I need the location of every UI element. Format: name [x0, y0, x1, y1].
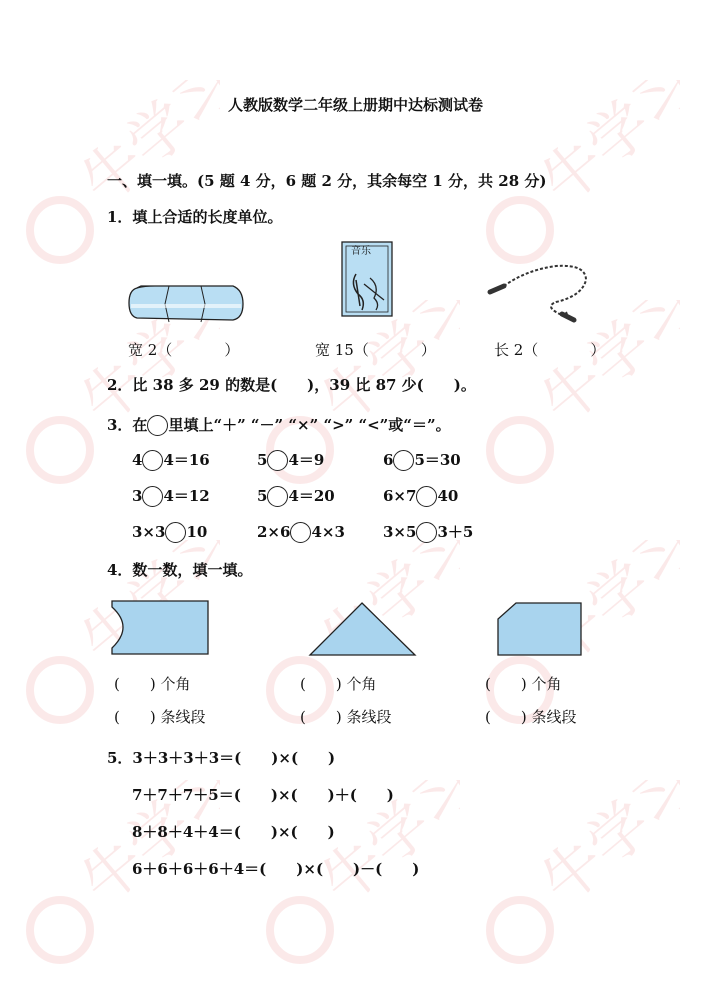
shape-notched-rectangle: [110, 599, 212, 657]
answer-circle[interactable]: [416, 522, 437, 543]
q3-right: 4＝16: [163, 451, 210, 469]
q5-line: 8＋8＋4＋4＝( )×( ): [132, 823, 335, 841]
book-prefix: 宽 15（: [315, 341, 369, 359]
book-cover-text: 音乐: [351, 246, 371, 257]
answer-circle[interactable]: [290, 522, 311, 543]
q3-left: 6: [383, 451, 394, 469]
svg-text:牛学习: 牛学习: [308, 300, 460, 439]
shape-triangle: [308, 601, 418, 657]
svg-text:牛学习: 牛学习: [528, 80, 680, 219]
answer-circle[interactable]: [142, 450, 163, 471]
eraser-suffix: ）: [224, 341, 240, 359]
segment-count: ( ) 条线段: [485, 708, 577, 726]
q3-right: 5＝30: [414, 451, 461, 469]
q3-right: 4＝9: [288, 451, 325, 469]
answer-rope: [494, 340, 605, 360]
book-suffix: ）: [420, 341, 436, 359]
rope-prefix: 长 2（: [494, 341, 539, 359]
section-heading: 一、填一填。(5 题 4 分，6 题 2 分，其余每空 1 分，共 28 分): [107, 172, 547, 190]
q3-right: 4＝12: [163, 487, 210, 505]
q3-left: 2×6: [257, 523, 291, 541]
angle-count: ( ) 个角: [300, 675, 377, 693]
q3-left: 5: [257, 451, 268, 469]
q3-left: 5: [257, 487, 268, 505]
shape-cut-corner-rectangle: [496, 601, 584, 657]
watermark-logo: [260, 780, 460, 984]
segment-count: ( ) 条线段: [114, 708, 206, 726]
q3-right: 40: [437, 487, 459, 505]
angle-count: ( ) 个角: [114, 675, 191, 693]
svg-text:牛学习: 牛学习: [308, 540, 460, 679]
svg-text:牛学习: 牛学习: [528, 780, 680, 919]
watermark-logo: [20, 780, 220, 984]
q3-right: 10: [186, 523, 208, 541]
q3-prefix: 3．在: [107, 416, 148, 434]
q5-line: 6＋6＋6＋6＋4＝( )×( )－( ): [132, 860, 420, 878]
q3-item: [257, 486, 335, 507]
q3-item: [383, 486, 458, 507]
q3-left: 3: [132, 487, 143, 505]
question-1-label: 1．填上合适的长度单位。: [107, 208, 283, 226]
q3-item: [383, 522, 473, 543]
q3-left: 3×3: [132, 523, 166, 541]
eraser-image: [125, 280, 247, 326]
svg-text:牛学习: 牛学习: [528, 540, 680, 679]
q3-suffix: 里填上“＋” “－” “×” “>” “<”或“＝”。: [168, 416, 451, 434]
q3-item: [132, 522, 207, 543]
q3-left: 6×7: [383, 487, 417, 505]
rope-suffix: ）: [590, 341, 606, 359]
symbol-circle: [147, 415, 168, 436]
watermark-logo: [20, 300, 220, 504]
svg-text:牛学习: 牛学习: [68, 300, 220, 439]
q3-right: 4＝20: [288, 487, 335, 505]
segment-count: ( ) 条线段: [300, 708, 392, 726]
watermark-logo: [260, 300, 460, 504]
jump-rope-image: [486, 262, 594, 324]
q5-line: 7＋7＋7＋5＝( )×( )＋( ): [132, 786, 394, 804]
answer-circle[interactable]: [416, 486, 437, 507]
q3-item: [132, 450, 210, 471]
q3-item: [132, 486, 210, 507]
q3-left: 3×5: [383, 523, 417, 541]
q3-item: [257, 450, 324, 471]
question-3-label: [107, 415, 451, 436]
answer-circle[interactable]: [393, 450, 414, 471]
watermark-logo: [480, 780, 680, 984]
question-2: 2．比 38 多 29 的数是( )，39 比 87 少( )。: [107, 376, 476, 394]
answer-circle[interactable]: [267, 486, 288, 507]
q3-left: 4: [132, 451, 143, 469]
answer-circle[interactable]: [142, 486, 163, 507]
q3-right: 3＋5: [437, 523, 474, 541]
angle-count: ( ) 个角: [485, 675, 562, 693]
svg-text:牛学习: 牛学习: [68, 780, 220, 919]
q5-line: 5．3＋3＋3＋3＝( )×( ): [107, 749, 336, 767]
answer-eraser: [128, 340, 239, 360]
q3-right: 4×3: [311, 523, 345, 541]
svg-text:牛学习: 牛学习: [528, 300, 680, 439]
watermark-logo: [480, 300, 680, 504]
eraser-prefix: 宽 2（: [128, 341, 173, 359]
question-4-label: 4．数一数，填一填。: [107, 561, 253, 579]
answer-circle[interactable]: [267, 450, 288, 471]
page-title: 人教版数学二年级上册期中达标测试卷: [227, 96, 483, 114]
svg-text:牛学习: 牛学习: [308, 780, 460, 919]
answer-book: [315, 340, 436, 360]
svg-text:牛学习: 牛学习: [68, 80, 220, 219]
q3-item: [383, 450, 461, 471]
q3-item: [257, 522, 345, 543]
answer-circle[interactable]: [165, 522, 186, 543]
